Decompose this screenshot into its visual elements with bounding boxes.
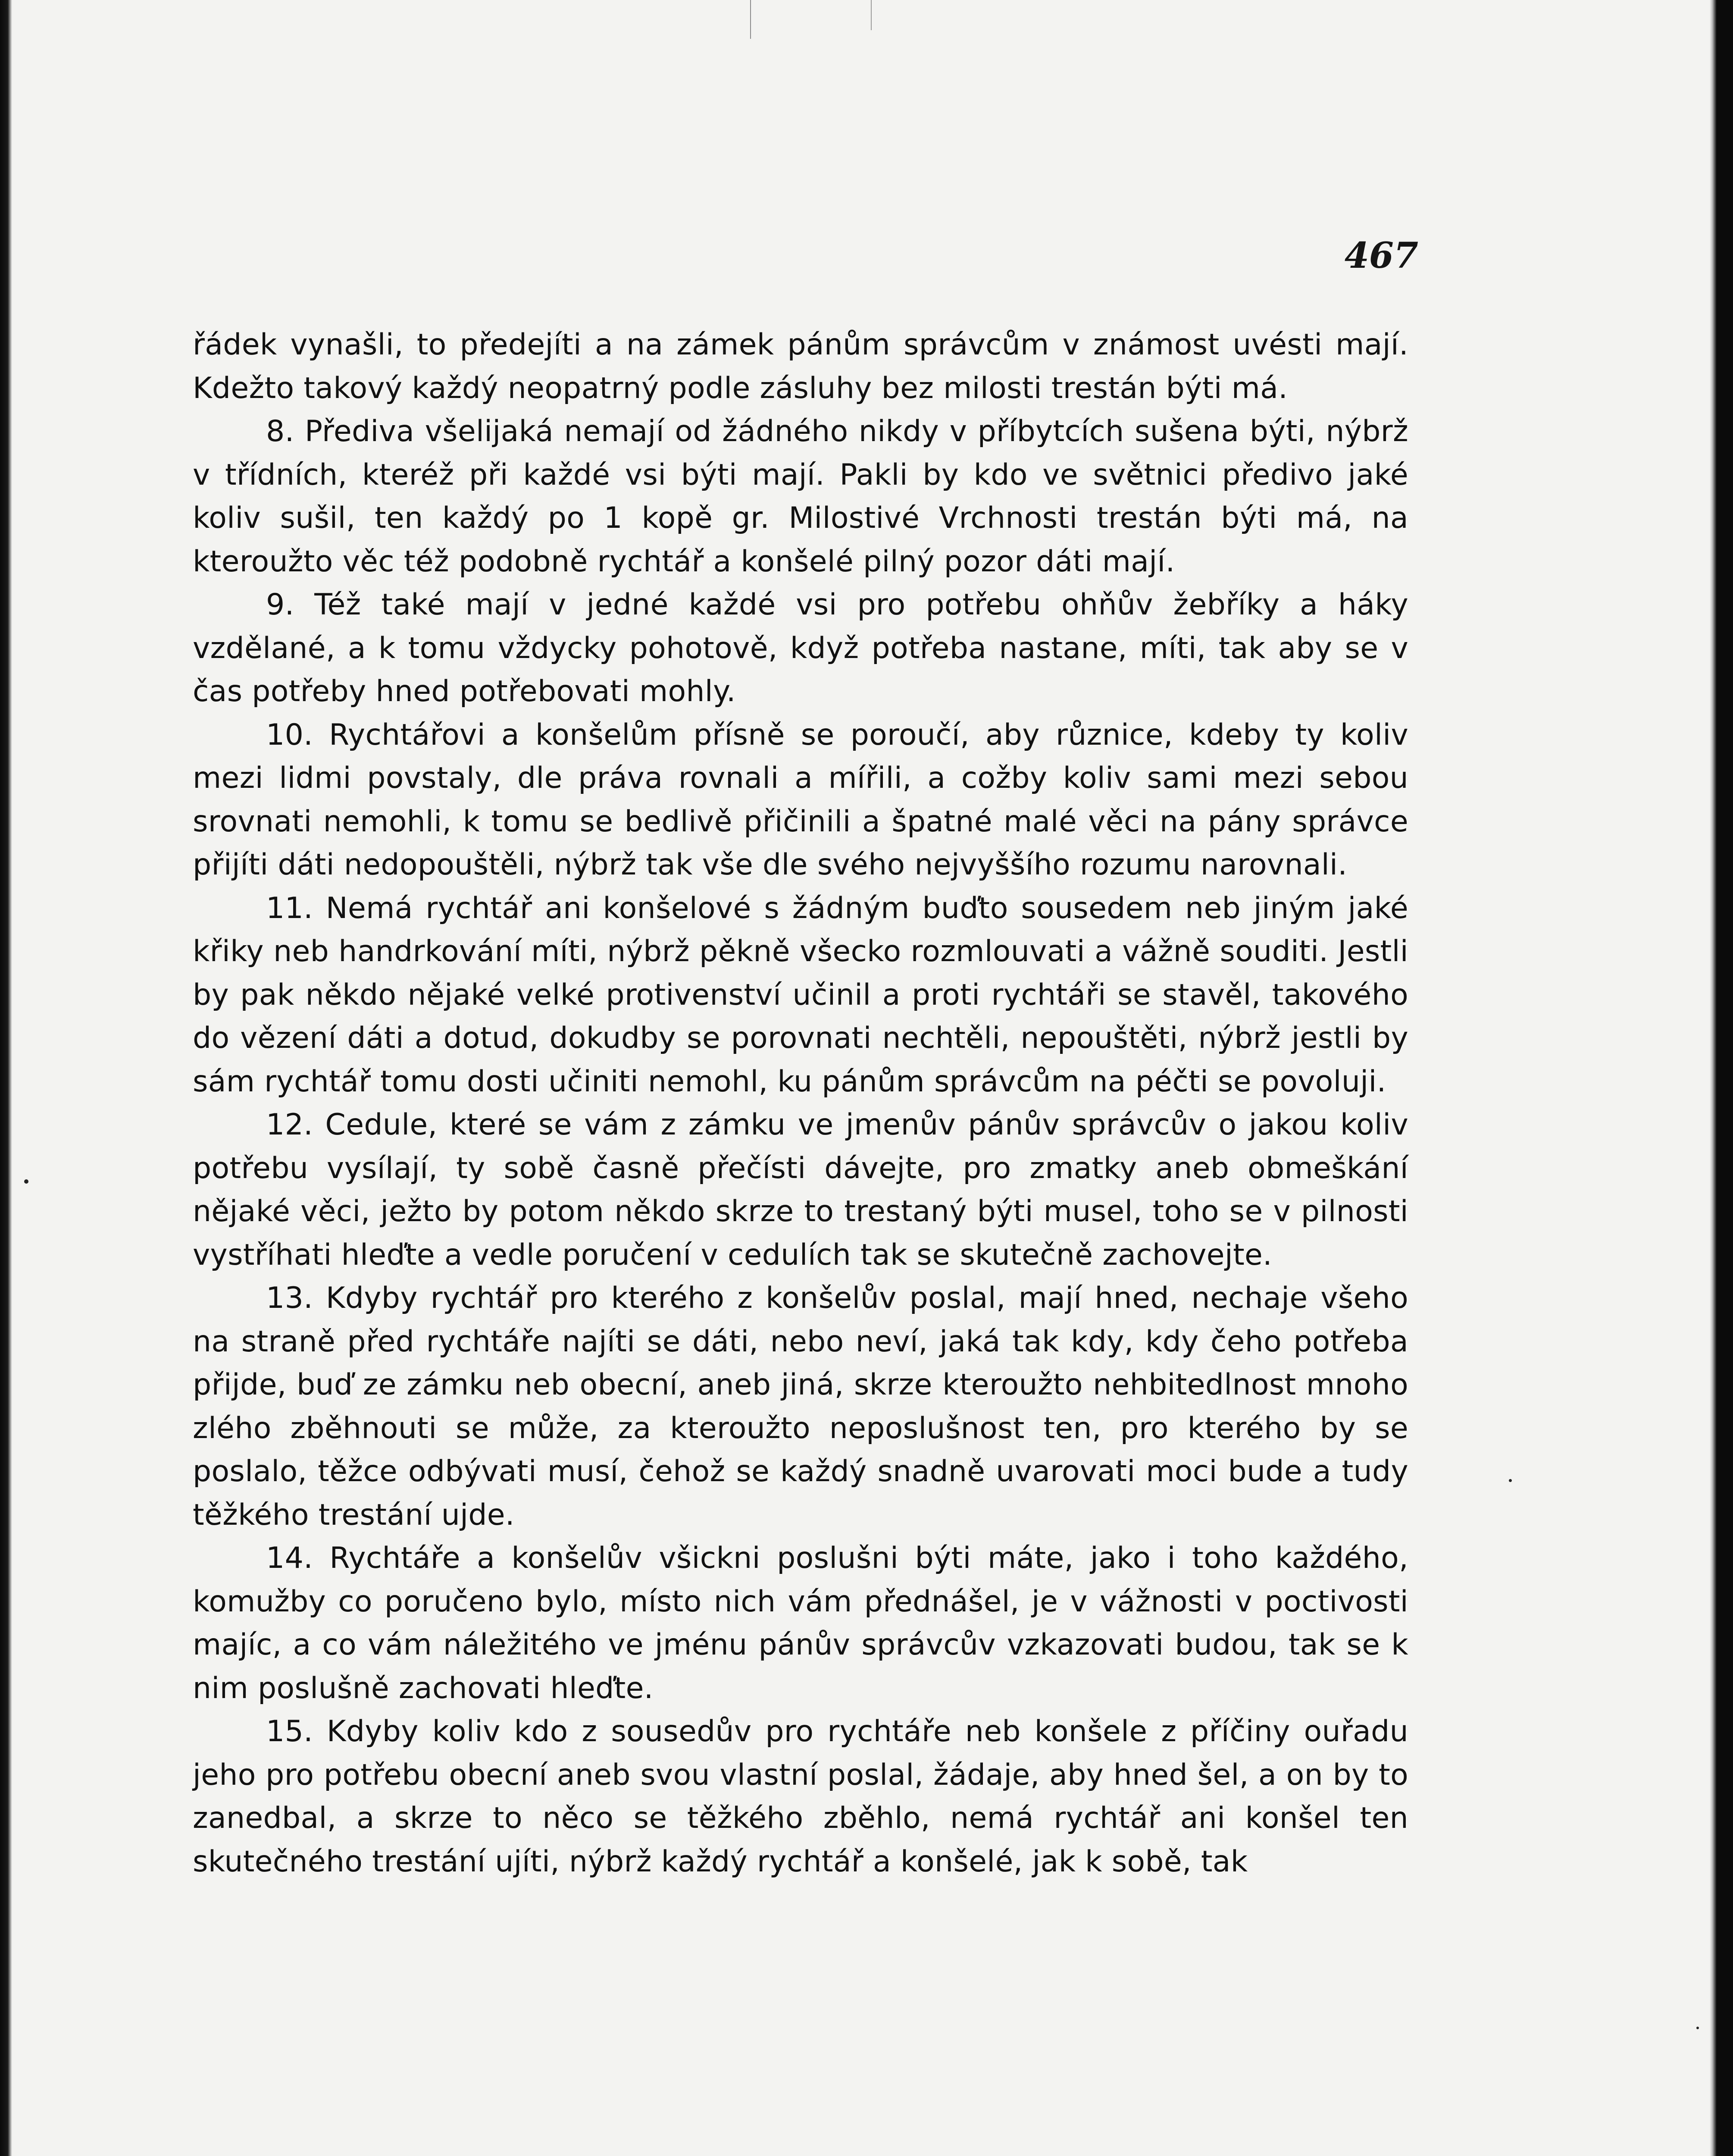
paragraph-13: 13. Kdyby rychtář pro kterého z konšelův poslal, mají hned, nechaje všeho na straně před rychtáře najíti se dáti, nebo neví, jaká tak kdy, kdy čeho potřeba přijde, buď ze zámku neb obecní, aneb jiná, skrze kteroužto nehbitedlnost mnoho zlého zběhnouti se může, za kteroužto neposlušnost ten, pro kterého by se poslalo, těžce odbývati musí, čehož se každý snadně uvarovati moci bude a tudy těžkého trestání ujde. xyxy=(193,1281,1408,1532)
paragraph-14: 14. Rychtáře a konšelův všickni poslušni býti máte, jako i toho každého, komužby co poručeno bylo, místo nich vám přednášel, je v vážnosti v poctivosti majíc, a co vám náležitého ve jménu pánův správcův vzkazovati budou, tak se k nim poslušně zachovati hleďte. xyxy=(193,1541,1408,1705)
scan-speck xyxy=(1509,1479,1512,1482)
paragraph-continuation: řádek vynašli, to předejíti a na zámek pánům správcům v známost uvésti mají. Kdežto takový každý neopatrný podle zásluhy bez milosti trestán býti má. xyxy=(193,328,1408,405)
paragraph-9: 9. Též také mají v jedné každé vsi pro potřebu ohňův žebříky a háky vzdělané, a k tomu vždycky pohotově, když potřeba nastane, míti, tak aby se v čas potřeby hned potřebovati mohly. xyxy=(193,588,1408,708)
scan-edge-right xyxy=(1710,0,1733,2156)
body-text xyxy=(193,323,1408,1883)
paragraph-11: 11. Nemá rychtář ani konšelové s žádným buďto sousedem neb jiným jaké křiky neb handrkování míti, nýbrž pěkně všecko rozmlouvati a vážně souditi. Jestli by pak někdo nějaké velké protivenství učinil a proti rychtáři se stavěl, takového do vězení dáti a dotud, dokudby se porovnati nechtěli, nepouštěti, nýbrž jestli by sám rychtář tomu dosti učiniti nemohl, ku pánům správcům na péčti se povoluji. xyxy=(193,891,1408,1099)
paragraph-10: 10. Rychtářovi a konšelům přísně se poroučí, aby různice, kdeby ty koliv mezi lidmi povstaly, dle práva rovnali a mířili, a cožby koliv sami mezi sebou srovnati nemohli, k tomu se bedlivě přičinili a špatné malé věci na pány správce přijíti dáti nedopouštěli, nýbrž tak vše dle svého nejvyššího rozumu narovnali. xyxy=(193,718,1408,882)
scan-edge-left xyxy=(0,0,12,2156)
scan-speck xyxy=(1696,2027,1699,2029)
scan-artifact xyxy=(871,0,872,30)
page-number: 467 xyxy=(1344,235,1418,276)
scan-artifact xyxy=(750,0,751,39)
scan-speck xyxy=(24,1179,28,1184)
paragraph-15: 15. Kdyby koliv kdo z sousedův pro rychtáře neb konšele z příčiny ouřadu jeho pro potřebu obecní aneb svou vlastní poslal, žádaje, aby hned šel, a on by to zanedbal, a skrze to něco se těžkého zběhlo, nemá rychtář ani konšel ten skutečného trestání ujíti, nýbrž každý rychtář a konšelé, jak k sobě, tak xyxy=(193,1714,1408,1879)
paragraph-12: 12. Cedule, které se vám z zámku ve jmenův pánův správcův o jakou koliv potřebu vysílají, ty sobě časně přečísti dávejte, pro zmatky aneb obmeškání nějaké věci, ježto by potom někdo skrze to trestaný býti musel, toho se v pilnosti vystříhati hleďte a vedle poručení v cedulích tak se skutečně zachovejte. xyxy=(193,1108,1408,1272)
paragraph-8: 8. Přediva všelijaká nemají od žádného nikdy v příbytcích sušena býti, nýbrž v třídních, kteréž při každé vsi býti mají. Pakli by kdo ve světnici předivo jaké koliv sušil, ten každý po 1 kopě gr. Milostivé Vrchnosti trestán býti má, na kteroužto věc též podobně rychtář a konšelé pilný pozor dáti mají. xyxy=(193,414,1408,579)
